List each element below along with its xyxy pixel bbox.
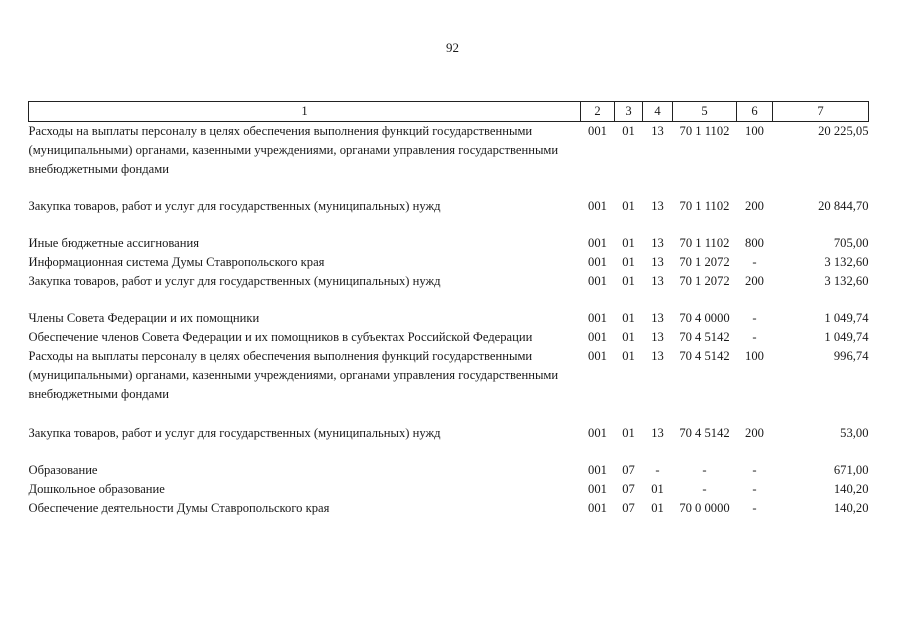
header-col-5: 5 xyxy=(673,102,737,122)
row-target-article: 70 0 0000 xyxy=(679,501,730,515)
row-section-code: 01 xyxy=(622,255,635,269)
row-ministry-code: 001 xyxy=(588,482,607,496)
table-row xyxy=(29,272,869,291)
row-section-code: 01 xyxy=(622,349,635,363)
table-row xyxy=(29,234,869,253)
header-col-3: 3 xyxy=(615,102,643,122)
row-section-code: 07 xyxy=(622,463,635,477)
row-amount: 140,20 xyxy=(833,501,869,515)
spacer-row xyxy=(29,404,869,424)
row-ministry-code: 001 xyxy=(588,501,607,515)
spacer-row xyxy=(29,216,869,234)
row-section-code: 01 xyxy=(622,274,635,288)
row-ministry-code: 001 xyxy=(588,199,607,213)
spacer-row xyxy=(29,443,869,461)
row-expense-type: 200 xyxy=(745,274,764,288)
page-number: 92 xyxy=(446,40,459,55)
row-ministry-code: 001 xyxy=(588,255,607,269)
row-subsection-code: 13 xyxy=(651,124,664,138)
row-target-article: - xyxy=(702,463,707,477)
row-name: Расходы на выплаты персоналу в целях обеспечения выполнения функций государственными (муниципальными) органами, казенными учреждениями, органами управления государственными внебюджетными фондами xyxy=(28,349,559,401)
spacer-cell xyxy=(29,179,869,197)
row-amount: 3 132,60 xyxy=(824,274,869,288)
row-amount: 1 049,74 xyxy=(824,311,869,325)
row-ministry-code: 001 xyxy=(588,463,607,477)
table-row xyxy=(29,328,869,347)
row-amount: 53,00 xyxy=(840,426,869,440)
row-subsection-code: 01 xyxy=(651,482,664,496)
row-ministry-code: 001 xyxy=(588,330,607,344)
row-name: Иные бюджетные ассигнования xyxy=(28,236,200,250)
spacer-row xyxy=(29,291,869,309)
table-row xyxy=(29,499,869,518)
row-subsection-code: 13 xyxy=(651,274,664,288)
header-col-1: 1 xyxy=(29,102,581,122)
row-ministry-code: 001 xyxy=(588,349,607,363)
row-target-article: - xyxy=(702,482,707,496)
row-section-code: 07 xyxy=(622,501,635,515)
spacer-cell xyxy=(29,404,869,424)
row-name: Информационная система Думы Ставропольского края xyxy=(28,255,325,269)
row-ministry-code: 001 xyxy=(588,311,607,325)
row-target-article: 70 1 1102 xyxy=(679,124,730,138)
header-col-6: 6 xyxy=(737,102,773,122)
row-target-article: 70 1 2072 xyxy=(679,274,730,288)
row-section-code: 01 xyxy=(622,426,635,440)
row-section-code: 01 xyxy=(622,124,635,138)
row-expense-type: - xyxy=(752,255,757,269)
row-subsection-code: 13 xyxy=(651,236,664,250)
row-amount: 140,20 xyxy=(833,482,869,496)
row-subsection-code: 13 xyxy=(651,426,664,440)
table-row xyxy=(29,480,869,499)
table-row xyxy=(29,197,869,216)
row-amount: 3 132,60 xyxy=(824,255,869,269)
row-expense-type: - xyxy=(752,501,757,515)
row-target-article: 70 4 0000 xyxy=(679,311,730,325)
row-expense-type: 800 xyxy=(745,236,764,250)
spacer-cell xyxy=(29,291,869,309)
row-name: Закупка товаров, работ и услуг для государственных (муниципальных) нужд xyxy=(28,274,441,288)
row-section-code: 01 xyxy=(622,199,635,213)
row-target-article: 70 1 1102 xyxy=(679,199,730,213)
row-name: Члены Совета Федерации и их помощники xyxy=(28,311,260,325)
row-ministry-code: 001 xyxy=(588,236,607,250)
row-name: Обеспечение членов Совета Федерации и их помощников в субъектах Российской Федерации xyxy=(28,330,533,344)
row-expense-type: - xyxy=(752,330,757,344)
row-expense-type: - xyxy=(752,311,757,325)
row-expense-type: 200 xyxy=(745,199,764,213)
row-name: Расходы на выплаты персоналу в целях обеспечения выполнения функций государственными (муниципальными) органами, казенными учреждениями, органами управления государственными внебюджетными фондами xyxy=(28,124,559,176)
table-row xyxy=(29,122,869,180)
row-subsection-code: 13 xyxy=(651,255,664,269)
spacer-cell xyxy=(29,443,869,461)
row-name: Закупка товаров, работ и услуг для государственных (муниципальных) нужд xyxy=(28,199,441,213)
row-amount: 996,74 xyxy=(833,349,869,363)
row-expense-type: - xyxy=(752,463,757,477)
table-header xyxy=(29,102,869,122)
row-target-article: 70 1 1102 xyxy=(679,236,730,250)
row-expense-type: 100 xyxy=(745,124,764,138)
header-col-4: 4 xyxy=(643,102,673,122)
row-expense-type: 200 xyxy=(745,426,764,440)
table-row xyxy=(29,309,869,328)
row-ministry-code: 001 xyxy=(588,124,607,138)
table-body xyxy=(29,122,869,519)
table-row xyxy=(29,461,869,480)
row-target-article: 70 4 5142 xyxy=(679,349,730,363)
row-subsection-code: 13 xyxy=(651,311,664,325)
row-section-code: 07 xyxy=(622,482,635,496)
row-amount: 671,00 xyxy=(833,463,869,477)
row-subsection-code: 13 xyxy=(651,199,664,213)
row-target-article: 70 4 5142 xyxy=(679,330,730,344)
spacer-cell xyxy=(29,216,869,234)
header-row xyxy=(29,102,869,122)
row-name: Дошкольное образование xyxy=(28,482,165,496)
row-subsection-code: 13 xyxy=(651,330,664,344)
row-name: Обеспечение деятельности Думы Ставропольского края xyxy=(28,501,330,515)
row-amount: 20 844,70 xyxy=(818,199,869,213)
budget-table xyxy=(28,101,869,518)
header-col-7: 7 xyxy=(773,102,869,122)
row-amount: 1 049,74 xyxy=(824,330,869,344)
row-section-code: 01 xyxy=(622,311,635,325)
row-subsection-code: 01 xyxy=(651,501,664,515)
row-section-code: 01 xyxy=(622,330,635,344)
row-name: Образование xyxy=(28,463,98,477)
row-amount: 20 225,05 xyxy=(818,124,869,138)
row-subsection-code: 13 xyxy=(651,349,664,363)
table-row xyxy=(29,424,869,443)
table-row xyxy=(29,253,869,272)
spacer-row xyxy=(29,179,869,197)
row-name: Закупка товаров, работ и услуг для государственных (муниципальных) нужд xyxy=(28,426,441,440)
row-amount: 705,00 xyxy=(833,236,869,250)
row-target-article: 70 4 5142 xyxy=(679,426,730,440)
row-ministry-code: 001 xyxy=(588,426,607,440)
row-expense-type: 100 xyxy=(745,349,764,363)
row-expense-type: - xyxy=(752,482,757,496)
row-ministry-code: 001 xyxy=(588,274,607,288)
table-row xyxy=(29,347,869,404)
row-subsection-code: - xyxy=(655,463,660,477)
row-section-code: 01 xyxy=(622,236,635,250)
row-target-article: 70 1 2072 xyxy=(679,255,730,269)
header-col-2: 2 xyxy=(581,102,615,122)
